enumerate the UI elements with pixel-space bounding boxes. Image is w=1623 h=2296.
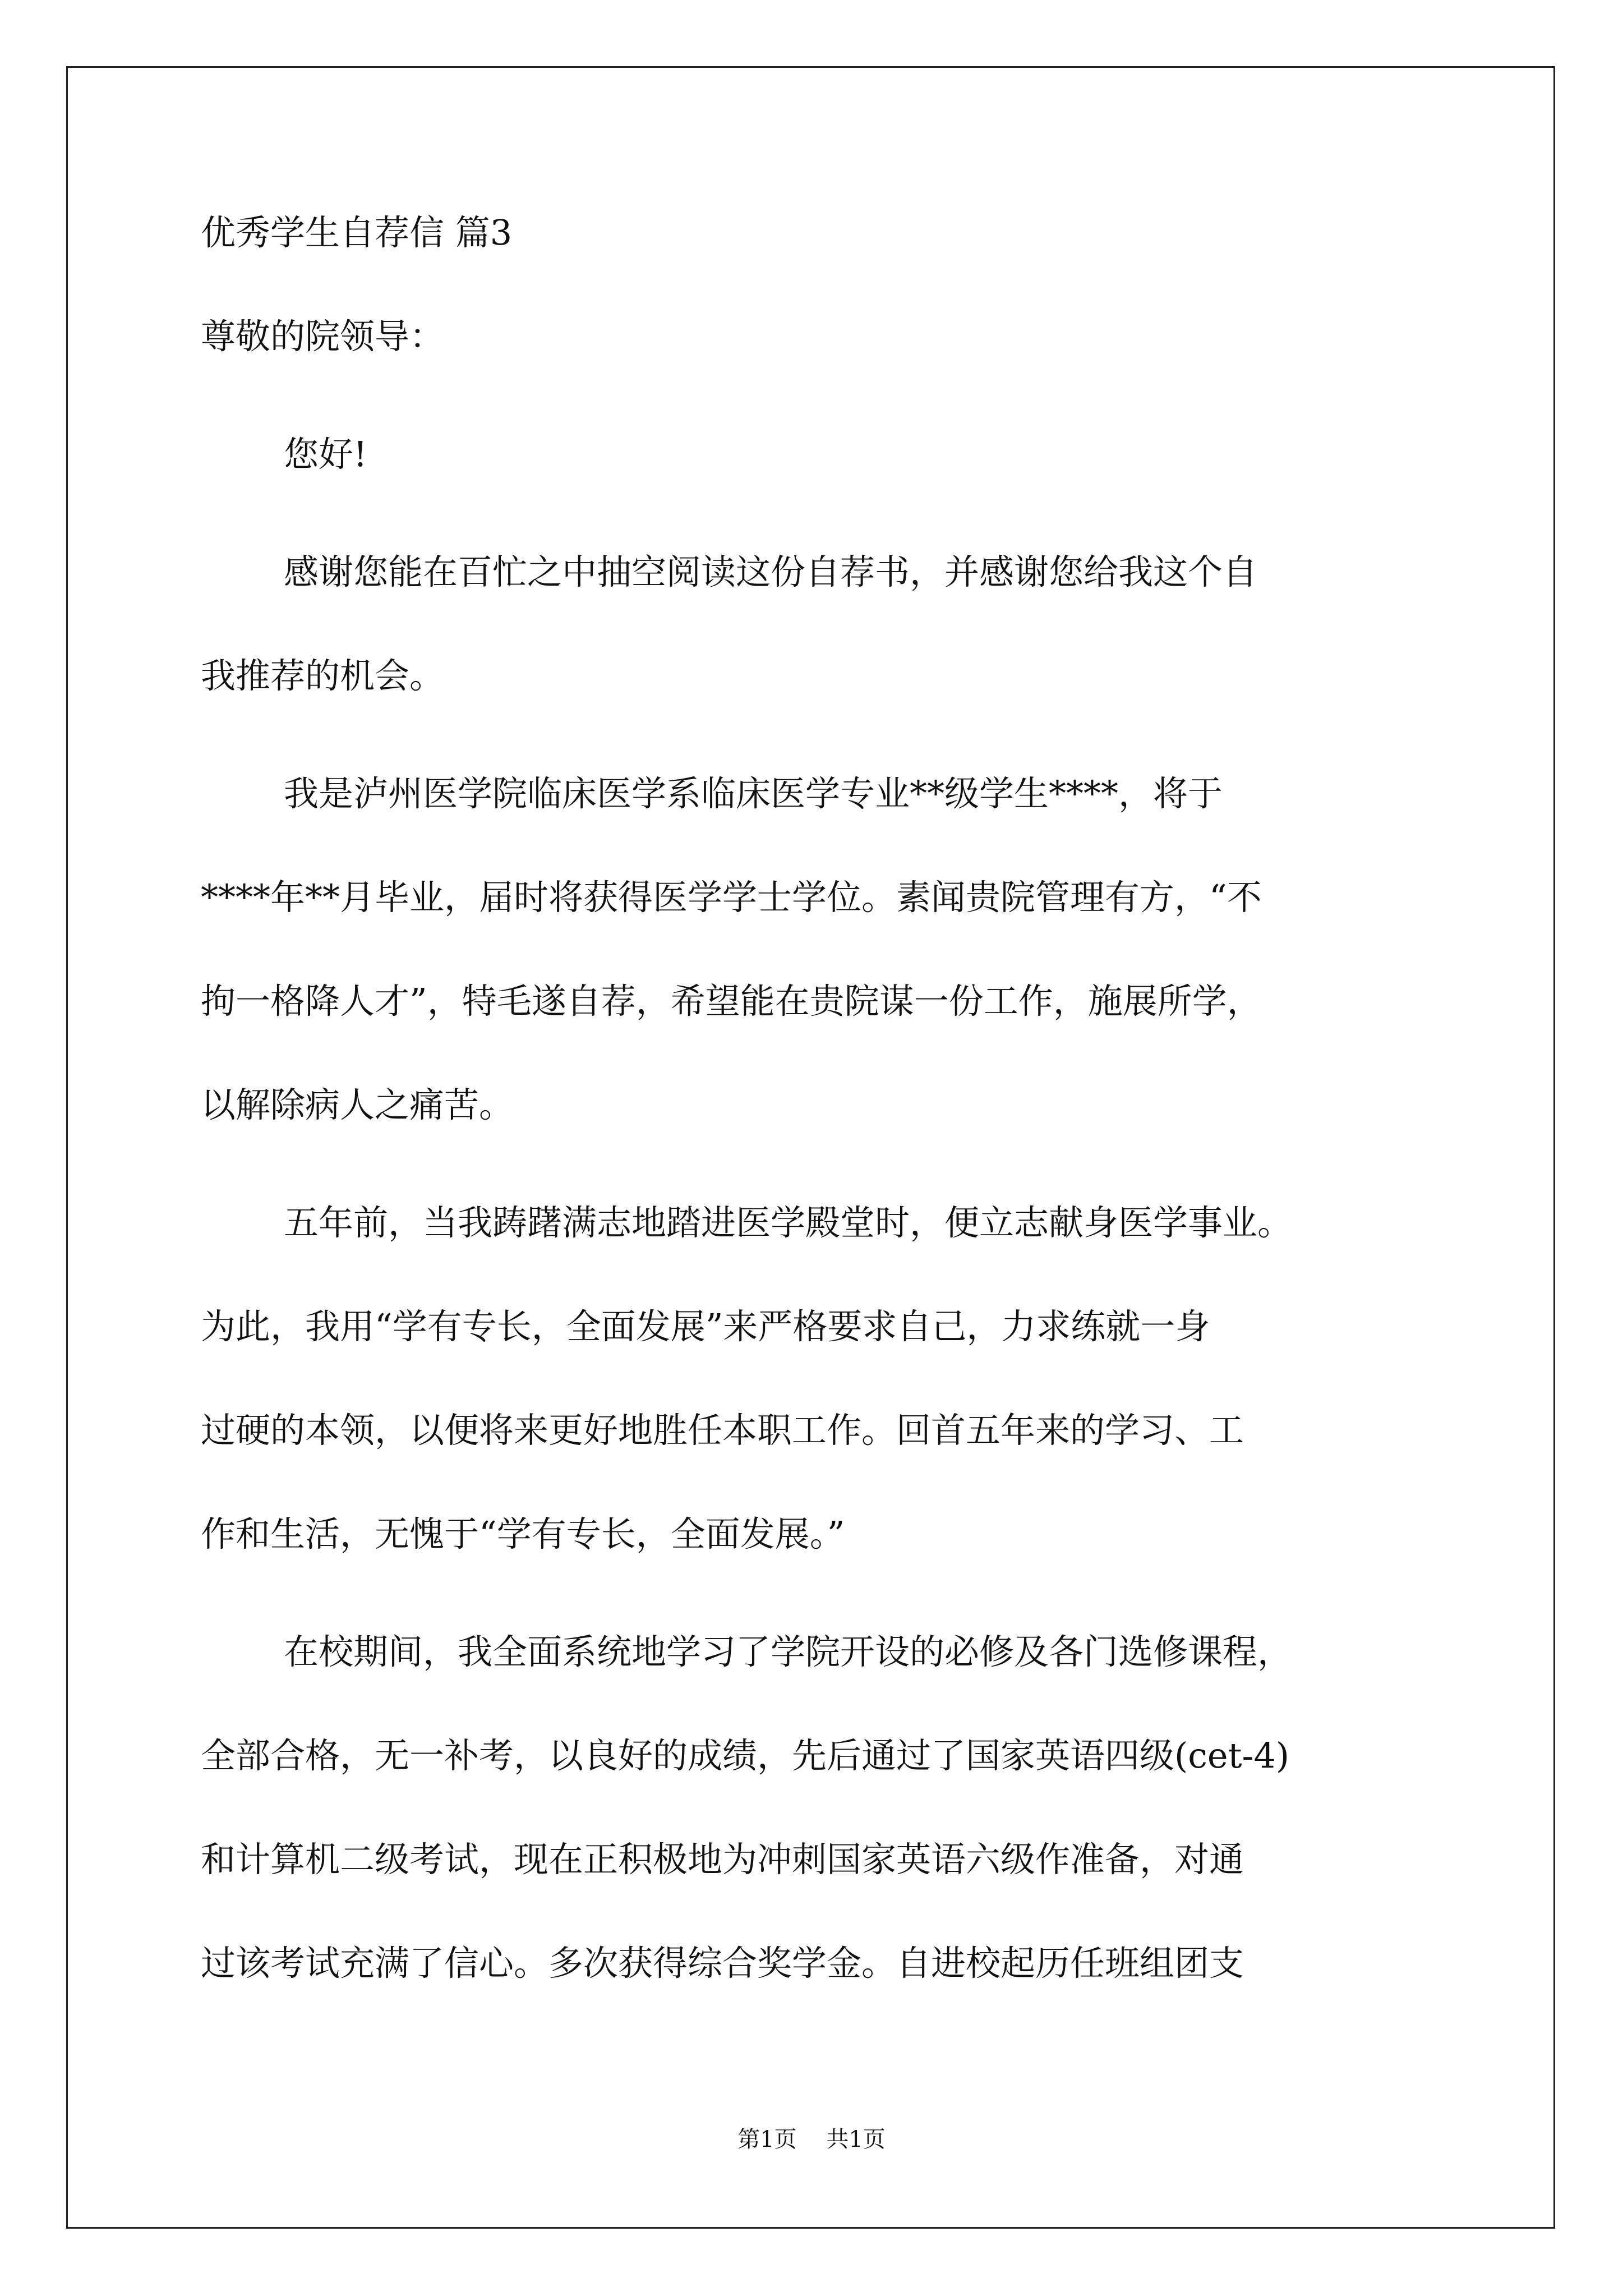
paragraph-line: 感谢您能在百忙之中抽空阅读这份自荐书，并感谢您给我这个自 xyxy=(284,551,1258,592)
greeting: 您好! xyxy=(284,434,367,475)
page-number: 第1页 xyxy=(737,2127,797,2152)
paragraph-line: 全部合格，无一补考，以良好的成绩，先后通过了国家英语四级(cet-4) xyxy=(201,1735,1290,1776)
paragraph-line: 作和生活，无愧于“学有专长，全面发展。” xyxy=(201,1513,845,1554)
document-title: 优秀学生自荐信 篇3 xyxy=(201,212,513,253)
paragraph-line: 拘一格降人才”，特毛遂自荐，希望能在贵院谋一份工作，施展所学， xyxy=(201,981,1262,1022)
page-total: 共1页 xyxy=(826,2127,886,2152)
paragraph-line: 过该考试充满了信心。多次获得综合奖学金。自进校起历任班组团支 xyxy=(201,1943,1244,1984)
paragraph-line: 在校期间，我全面系统地学习了学院开设的必修及各门选修课程， xyxy=(284,1631,1293,1672)
paragraph-line: 我推荐的机会。 xyxy=(201,655,445,696)
page-footer xyxy=(0,2126,1623,2153)
paragraph-line: 我是泸州医学院临床医学系临床医学专业**级学生****，将于 xyxy=(284,773,1223,814)
paragraph-line: 以解除病人之痛苦。 xyxy=(201,1084,514,1125)
paragraph-line: 五年前，当我踌躇满志地踏进医学殿堂时，便立志献身医学事业。 xyxy=(284,1202,1293,1243)
paragraph-line: 和计算机二级考试，现在正积极地为冲刺国家英语六级作准备，对通 xyxy=(201,1839,1244,1880)
paragraph-line: ****年**月毕业，届时将获得医学学士学位。素闻贵院管理有方，“不 xyxy=(201,877,1262,918)
salutation: 尊敬的院领导： xyxy=(201,316,445,357)
paragraph-line: 过硬的本领，以便将来更好地胜任本职工作。回首五年来的学习、工 xyxy=(201,1410,1244,1451)
paragraph-line: 为此，我用“学有专长，全面发展”来严格要求自己，力求练就一身 xyxy=(201,1306,1210,1347)
page-border xyxy=(66,66,1555,2229)
